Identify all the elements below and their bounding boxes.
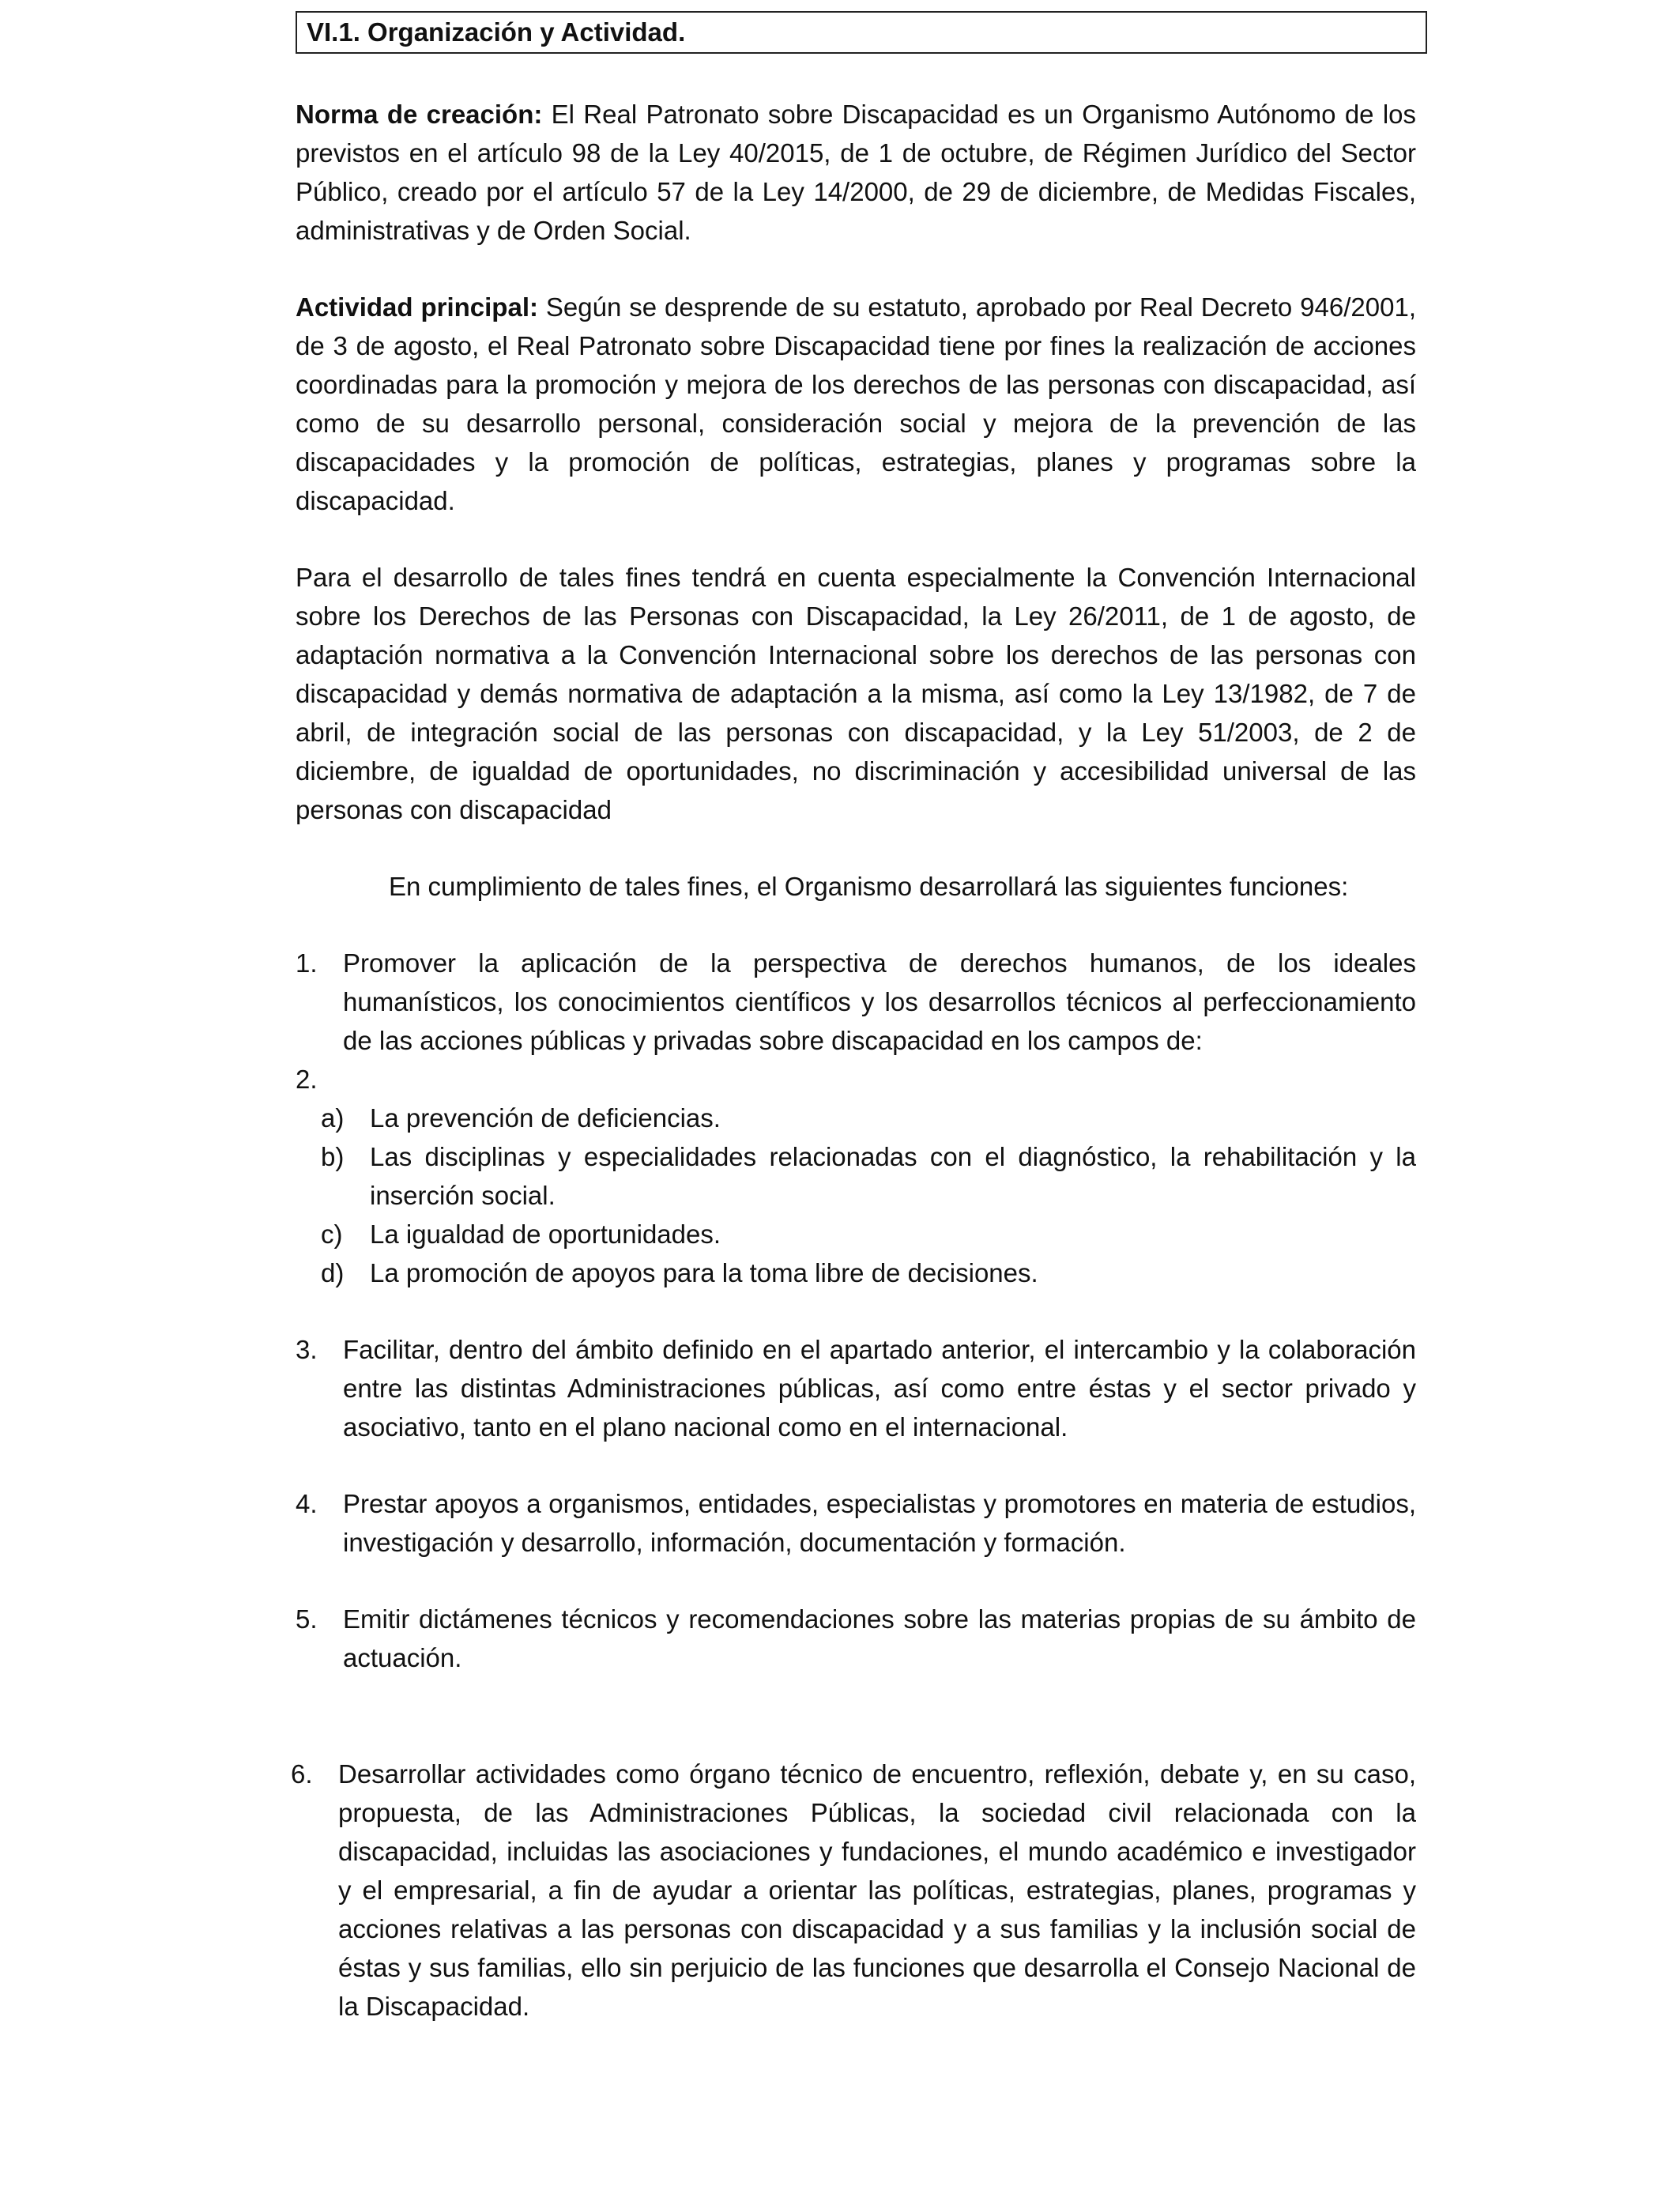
list-item bbox=[296, 1060, 1416, 1099]
desarrollo-paragraph: Para el desarrollo de tales fines tendrá en cuenta especialmente la Convención Internacional sobre los Derechos de las Personas con Discapacidad, la Ley 26/2011, de 1 de agosto, de adaptación normativa a la Convención Internacional sobre los derechos de las personas con discapacidad y demás normativa de adaptación a la misma, así como la Ley 13/1982, de 7 de abril, de integración social de las personas con discapacidad, y la Ley 51/2003, de 2 de diciembre, de igualdad de oportunidades, no discriminación y accesibilidad universal de las personas con discapacidad bbox=[296, 563, 1416, 824]
document-body bbox=[291, 54, 1417, 2026]
list-item bbox=[296, 944, 1416, 1060]
actividad-label: Actividad principal: bbox=[296, 292, 538, 322]
list-number: 4. bbox=[296, 1489, 318, 1518]
list-number: 3. bbox=[296, 1335, 318, 1364]
list-item bbox=[296, 1330, 1416, 1446]
list-text: Facilitar, dentro del ámbito definido en el apartado anterior, el intercambio y la colaboración entre las distintas Administraciones públicas, así como entre éstas y el sector privado y asociativo, tanto en el plano nacional como en el internacional. bbox=[343, 1335, 1416, 1442]
list-text: Promover la aplicación de la perspectiva de derechos humanos, de los ideales humanísticos, los conocimientos científicos y los desarrollos técnicos al perfeccionamiento de las acciones públicas y privadas sobre discapacidad en los campos de: bbox=[343, 948, 1416, 1055]
sub-list-item bbox=[296, 1137, 1416, 1215]
list-item bbox=[296, 1484, 1416, 1562]
sub-list-text: La promoción de apoyos para la toma libre de decisiones. bbox=[370, 1258, 1038, 1287]
list-item bbox=[291, 1755, 1416, 2026]
sub-list-text: Las disciplinas y especialidades relacionadas con el diagnóstico, la rehabilitación y la inserción social. bbox=[370, 1142, 1416, 1210]
section-title: VI.1. Organización y Actividad. bbox=[307, 17, 686, 47]
list-number: 5. bbox=[296, 1604, 318, 1634]
norma-text: El Real Patronato sobre Discapacidad es un Organismo Autónomo de los previstos en el artículo 98 de la Ley 40/2015, de 1 de octubre, de Régimen Jurídico del Sector Público, creado por el artículo 57 de la Ley 14/2000, de 29 de diciembre, de Medidas Fiscales, administrativas y de Orden Social. bbox=[296, 100, 1417, 245]
document-page bbox=[291, 11, 1418, 2026]
sub-list-item bbox=[296, 1099, 1416, 1137]
section-title-box bbox=[296, 11, 1427, 54]
actividad-text: Según se desprende de su estatuto, aprobado por Real Decreto 946/2001, de 3 de agosto, el Real Patronato sobre Discapacidad tiene por fines la realización de acciones coordinadas para la promoción y mejora de los derechos de las personas con discapacidad, así como de su desarrollo personal, consideración social y mejora de la prevención de las discapacidades y la promoción de políticas, estrategias, planes y programas sobre la discapacidad. bbox=[296, 292, 1416, 515]
cumplimiento-paragraph: En cumplimiento de tales fines, el Organismo desarrollará las siguientes funciones: bbox=[389, 872, 1349, 901]
sub-list-letter: d) bbox=[321, 1258, 345, 1287]
sub-list-text: La prevención de deficiencias. bbox=[370, 1103, 721, 1133]
list-number: 2. bbox=[296, 1065, 318, 1094]
sub-list-letter: a) bbox=[321, 1103, 345, 1133]
list-text: Desarrollar actividades como órgano técnico de encuentro, reflexión, debate y, en su caso, propuesta, de las Administraciones Públicas, la sociedad civil relacionada con la discapacidad, incluidas las asociaciones y fundaciones, el mundo académico e investigador y el empresarial, a fin de ayudar a orientar las políticas, estrategias, planes, programas y acciones relativas a las personas con discapacidad y a sus familias y la inclusión social de éstas y sus familias, ello sin perjuicio de las funciones que desarrolla el Consejo Nacional de la Discapacidad. bbox=[338, 1759, 1416, 2021]
norma-paragraph bbox=[296, 95, 1416, 250]
sub-list-letter: c) bbox=[321, 1220, 343, 1249]
list-number: 6. bbox=[291, 1759, 313, 1789]
list-item bbox=[296, 1600, 1416, 1677]
sub-list-item bbox=[296, 1215, 1416, 1253]
actividad-paragraph bbox=[296, 288, 1416, 520]
list-text: Emitir dictámenes técnicos y recomendaciones sobre las materias propias de su ámbito de actuación. bbox=[343, 1604, 1416, 1672]
sub-list-item bbox=[296, 1253, 1416, 1292]
list-number: 1. bbox=[296, 948, 318, 978]
list-text: Prestar apoyos a organismos, entidades, especialistas y promotores en materia de estudios, investigación y desarrollo, información, documentación y formación. bbox=[343, 1489, 1416, 1557]
sub-list-text: La igualdad de oportunidades. bbox=[370, 1220, 721, 1249]
norma-label: Norma de creación: bbox=[296, 100, 543, 129]
sub-list-letter: b) bbox=[321, 1142, 345, 1171]
